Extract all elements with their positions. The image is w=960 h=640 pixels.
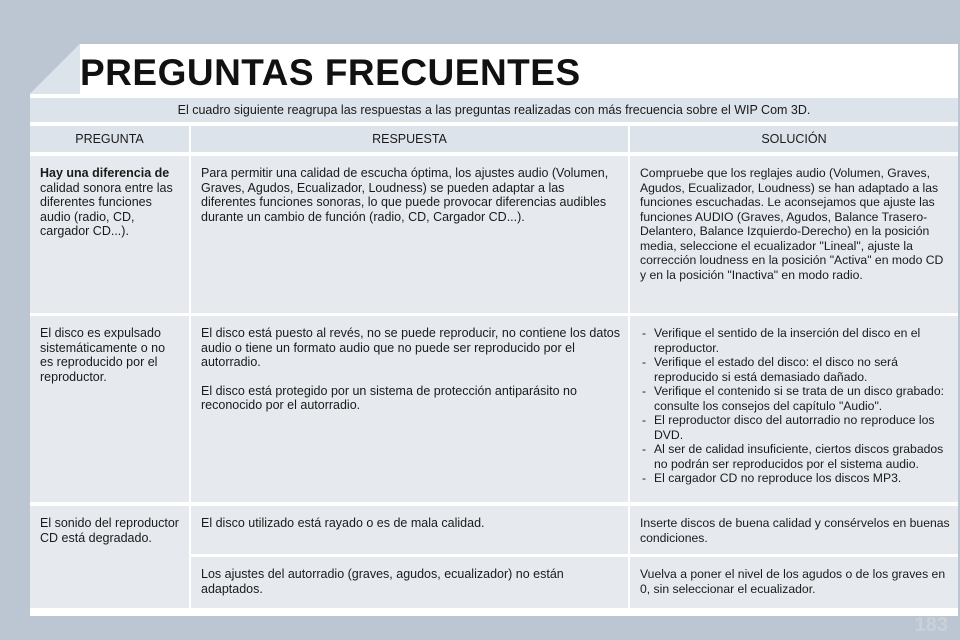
header-solution: SOLUCIÓN [630, 126, 958, 152]
row3-question-text: El sonido del reproductor CD está degradado. [40, 516, 179, 545]
intro-text: El cuadro siguiente reagrupa las respuestas a las preguntas realizadas con más frecuencia sobre el WIP Com 3D. [30, 98, 958, 122]
header-answer: RESPUESTA [191, 126, 628, 152]
row1-answer [191, 156, 628, 313]
header-question: PREGUNTA [30, 126, 189, 152]
list-item: - El reproductor disco del autorradio no reproduce los DVD. [640, 413, 950, 442]
page-number: 183 [914, 614, 948, 636]
row3-solution-2-text: Vuelva a poner el nivel de los agudos o de los graves en 0, sin seleccionar el ecualizador. [640, 567, 946, 596]
list-item: - El cargador CD no reproduce los discos MP3. [640, 471, 950, 486]
row1-solution-text: Compruebe que los reglajes audio (Volumen, Graves, Agudos, Ecualizador, Loudness) se han adaptado a las funciones escuchadas. Le aconsejamos que ajuste las funciones AUDIO (Graves, Agudos, Balance Trasero-Delantero, Balance Izquierdo-Derecho) en la posición media, seleccione el ecualizador "Lineal", ajuste la corrección loudness en la posición "Activa" en modo CD y en la posición "Inactiva" en modo radio. [640, 166, 944, 282]
row3-answer-2-text: Los ajustes del autorradio (graves, agudos, ecualizador) no están adaptados. [201, 567, 564, 596]
row2-answer-text-2: El disco está protegido por un sistema de protección antiparásito no reconocido por el autorradio. [201, 383, 577, 412]
row2-answer-text-1: El disco está puesto al revés, no se puede reproducir, no contiene los datos audio o tiene un formato audio que no puede ser reproducido por el autorradio. [201, 326, 621, 369]
row1-answer-text: Para permitir una calidad de escucha óptima, los ajustes audio (Volumen, Graves, Agudos, Ecualizador, Loudness) se pueden adaptar a las diferentes funciones sonoras, lo que puede provocar diferencias audibles durante un cambio de función (radio, CD, Cargador CD...). [201, 166, 609, 224]
row3-solution-2 [630, 557, 958, 608]
list-item: - Verifique el sentido de la inserción del disco en el reproductor. [640, 326, 950, 355]
row2-solution [630, 316, 958, 502]
page-title: PREGUNTAS FRECUENTES [80, 52, 581, 93]
row1-question [30, 156, 189, 313]
list-item: - Verifique el estado del disco: el disco no será reproducido si está demasiado dañado. [640, 355, 950, 384]
row3-solution-1-text: Inserte discos de buena calidad y consérvelos en buenas condiciones. [640, 516, 950, 545]
row3-solution-1 [630, 506, 958, 554]
list-item: - Al ser de calidad insuficiente, ciertos discos grabados no podrán ser reproducidos por el sistema audio. [640, 442, 950, 471]
page-fold-corner [30, 44, 80, 94]
row1-question-lead: Hay una diferencia de [40, 166, 170, 180]
row3-question [30, 506, 189, 608]
row1-solution [630, 156, 958, 313]
list-item: - Verifique el contenido si se trata de un disco grabado: consulte los consejos del capítulo "Audio". [640, 384, 950, 413]
row1-question-text: calidad sonora entre las diferentes funciones audio (radio, CD, cargador CD...). [40, 180, 173, 238]
row2-question [30, 316, 189, 502]
row2-solution-list [640, 326, 950, 486]
row3-answer-1 [191, 506, 628, 554]
row2-answer [191, 316, 628, 502]
row3-answer-1-text: El disco utilizado está rayado o es de mala calidad. [201, 516, 485, 530]
row3-answer-2 [191, 557, 628, 608]
row2-question-text: El disco es expulsado sistemáticamente o no es reproducido por el reproductor. [40, 326, 166, 384]
